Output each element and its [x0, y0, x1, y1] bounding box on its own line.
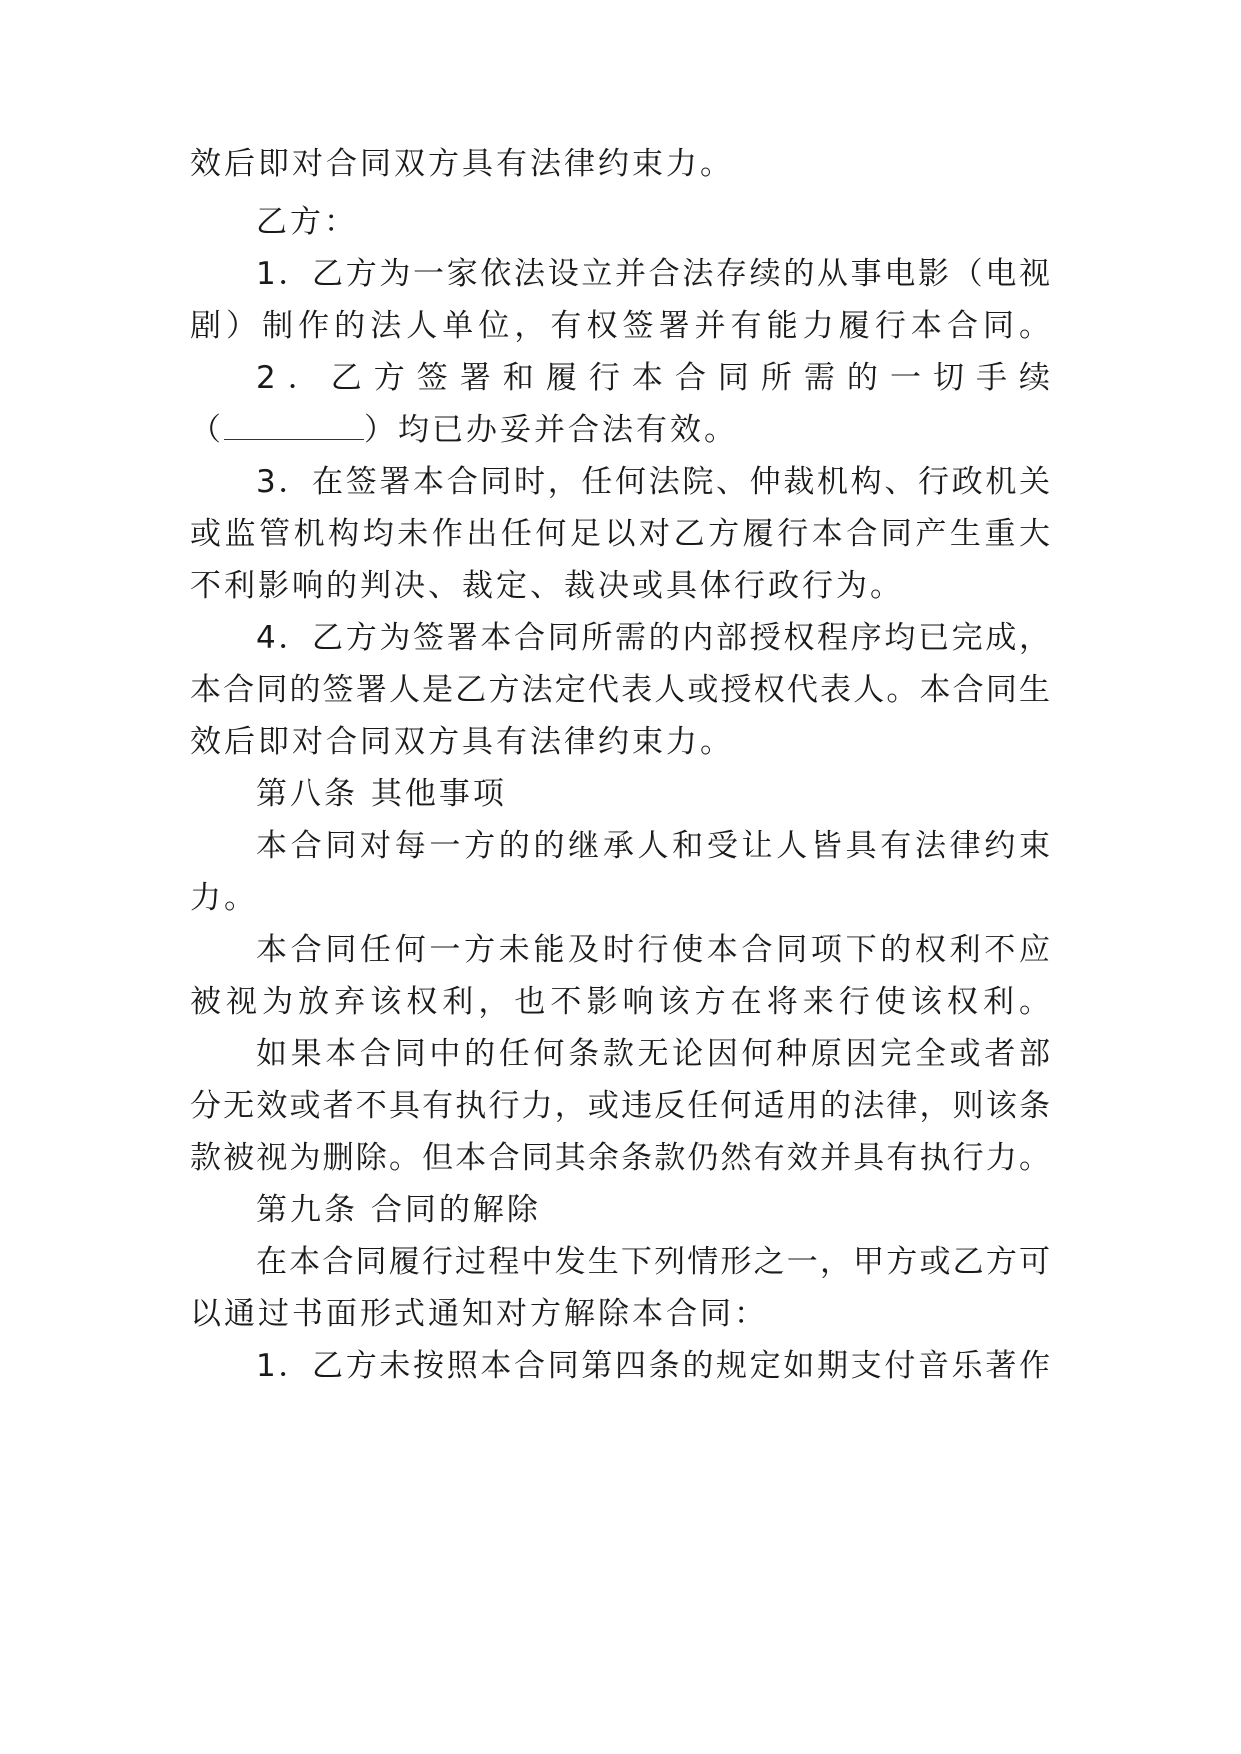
text-line: 如果本合同中的任何条款无论因何种原因完全或者部 — [256, 1036, 1050, 1072]
text-line: 或监管机构均未作出任何足以对乙方履行本合同产生重大 — [190, 516, 1050, 552]
text-line: 不利影响的判决、裁定、裁决或具体行政行为。 — [190, 568, 904, 604]
text-line: 分无效或者不具有执行力，或违反任何适用的法律，则该条 — [190, 1088, 1050, 1124]
text-line-with-blank — [190, 410, 738, 450]
text-line: 3．在签署本合同时，任何法院、仲裁机构、行政机关 — [256, 464, 1050, 500]
text-line: 效后即对合同双方具有法律约束力。 — [190, 724, 734, 760]
open-paren: （ — [190, 412, 224, 448]
text-line: 被视为放弃该权利，也不影响该方在将来行使该权利。 — [190, 984, 1050, 1020]
text-line: 2．乙方签署和履行本合同所需的一切手续 — [256, 360, 1050, 396]
article-heading-9: 第九条 合同的解除 — [256, 1192, 541, 1228]
text-line: 效后即对合同双方具有法律约束力。 — [190, 146, 734, 182]
text-line: 力。 — [190, 880, 258, 916]
text-line: 1．乙方未按照本合同第四条的规定如期支付音乐著作 — [256, 1348, 1050, 1384]
text-line: 以通过书面形式通知对方解除本合同： — [190, 1296, 768, 1332]
fill-in-blank — [224, 417, 364, 440]
text-line: 1．乙方为一家依法设立并合法存续的从事电影（电视 — [256, 256, 1050, 292]
article-heading-8: 第八条 其他事项 — [256, 776, 507, 812]
text-line: 剧）制作的法人单位，有权签署并有能力履行本合同。 — [190, 308, 1050, 344]
text-line: 本合同对每一方的的继承人和受让人皆具有法律约束 — [256, 828, 1050, 864]
text-line: 4．乙方为签署本合同所需的内部授权程序均已完成， — [256, 620, 1050, 656]
section-heading-party-b: 乙方： — [256, 204, 358, 240]
text-line: 本合同的签署人是乙方法定代表人或授权代表人。本合同生 — [190, 672, 1050, 708]
text-line: 本合同任何一方未能及时行使本合同项下的权利不应 — [256, 932, 1050, 968]
text-fragment: ）均已办妥并合法有效。 — [364, 412, 738, 448]
text-line: 在本合同履行过程中发生下列情形之一，甲方或乙方可 — [256, 1244, 1050, 1280]
text-line: 款被视为删除。但本合同其余条款仍然有效并具有执行力。 — [190, 1140, 1050, 1176]
